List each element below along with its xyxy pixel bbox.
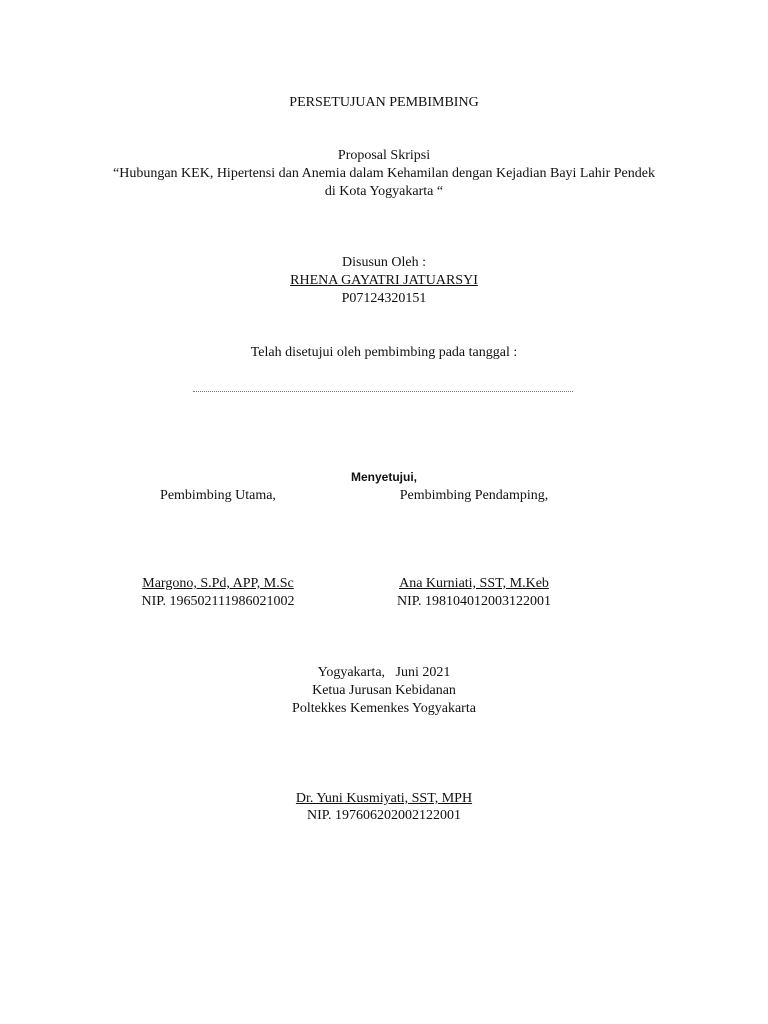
head-nip: NIP. 197606202002122001: [306, 808, 461, 823]
head-position: Ketua Jurusan Kebidanan: [312, 683, 456, 698]
head-institution: Poltekkes Kemenkes Yogyakarta: [292, 701, 476, 716]
proposal-title-line1: “Hubungan KEK, Hipertensi dan Anemia dalam Kehamilan dengan Kejadian Bayi Lahir Pendek: [113, 166, 655, 181]
main-supervisor-role: Pembimbing Utama,: [160, 488, 276, 503]
assistant-supervisor-role: Pembimbing Pendamping,: [399, 488, 549, 503]
head-name: Dr. Yuni Kusmiyati, SST, MPH: [295, 791, 473, 806]
date-dotted-line: [193, 383, 573, 392]
main-supervisor-name: Margono, S.Pd, APP, M.Sc: [142, 576, 294, 591]
document-title: PERSETUJUAN PEMBIMBING: [289, 95, 479, 110]
approval-text: Telah disetujui oleh pembimbing pada tanggal :: [250, 345, 518, 360]
assistant-supervisor-nip: NIP. 198104012003122001: [396, 594, 551, 609]
main-supervisor-name-row: [118, 575, 318, 593]
place-date: Yogyakarta, Juni 2021: [317, 665, 451, 680]
main-supervisor-nip: NIP. 196502111986021002: [141, 594, 295, 609]
assistant-supervisor-name-row: [374, 575, 574, 593]
author-name: RHENA GAYATRI JATUARSYI: [290, 273, 478, 288]
author-name-row: [0, 272, 768, 290]
head-name-row: [0, 790, 768, 808]
proposal-label: Proposal Skripsi: [337, 148, 431, 163]
author-label: Disusun Oleh :: [342, 255, 426, 270]
author-nim: P07124320151: [341, 291, 427, 306]
assistant-supervisor-name: Ana Kurniati, SST, M.Keb: [399, 576, 549, 591]
approval-heading: Menyetujui,: [350, 470, 417, 484]
proposal-title-line2: di Kota Yogyakarta “: [324, 184, 444, 199]
